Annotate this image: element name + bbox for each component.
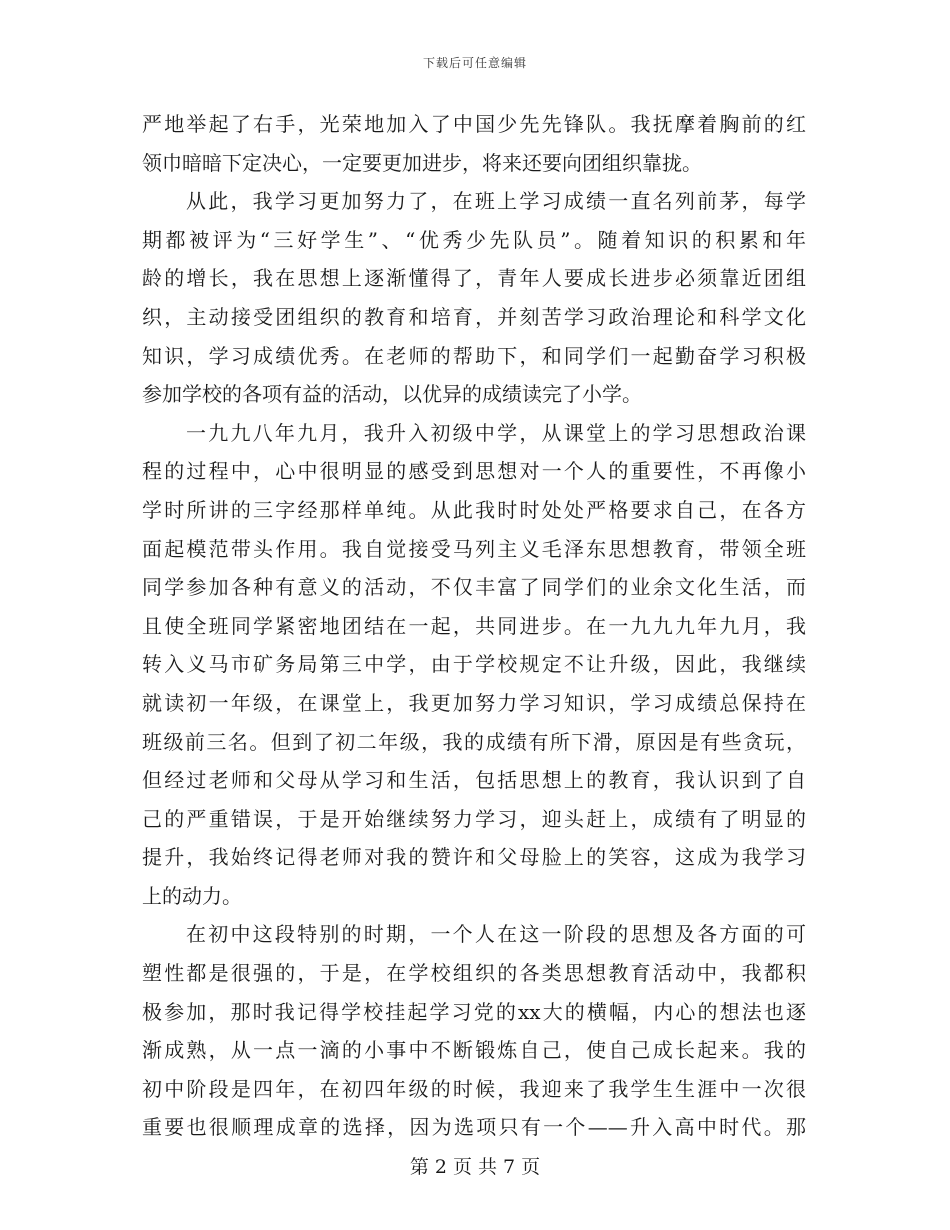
text-line: 就读初一年级，在课堂上，我更加努力学习知识，学习成绩总保持在: [142, 690, 806, 715]
text-line: 严地举起了右手，光荣地加入了中国少先先锋队。我抚摩着胸前的红: [142, 112, 806, 136]
page-number-footer: 第 2 页 共 7 页: [409, 1156, 541, 1178]
body-text: [142, 105, 806, 1147]
text-line: 领巾暗暗下定决心，一定要更加进步，将来还要向团组织靠拢。: [142, 150, 702, 175]
text-line: 但经过老师和父母从学习和生活，包括思想上的教育，我认识到了自: [142, 768, 806, 793]
text-line: 同学参加各种有意义的活动，不仅丰富了同学们的业余文化生活，而: [142, 575, 806, 600]
paragraph-first-line: 在初中这段特别的时期，一个人在这一阶段的思想及各方面的可: [186, 922, 806, 947]
header-note: 下载后可任意编辑: [422, 56, 527, 70]
paragraph-first-line: 从此，我学习更加努力了，在班上学习成绩一直名列前茅，每学: [186, 189, 806, 214]
text-line: 织，主动接受团组织的教育和培育，并刻苦学习政治理论和科学文化: [142, 304, 806, 329]
text-line: 渐成熟，从一点一滴的小事中不断锻炼自己，使自己成长起来。我的: [142, 1038, 806, 1063]
text-line: 班级前三名。但到了初二年级，我的成绩有所下滑，原因是有些贪玩，: [142, 729, 806, 754]
paragraph-first-line: 一九九八年九月，我升入初级中学，从课堂上的学习思想政治课: [186, 420, 806, 445]
text-line: 参加学校的各项有益的活动，以优异的成绩读完了小学。: [142, 382, 642, 407]
text-line: 学时所讲的三字经那样单纯。从此我时时处处严格要求自己，在各方: [142, 497, 806, 522]
text-line: 面起模范带头作用。我自觉接受马列主义毛泽东思想教育，带领全班: [142, 536, 806, 561]
text-line: 重要也很顺理成章的选择，因为选项只有一个——升入高中时代。那: [142, 1115, 806, 1140]
text-line: 期都被评为“三好学生”、“优秀少先队员”。随着知识的积累和年: [142, 227, 806, 252]
text-line: 知识，学习成绩优秀。在老师的帮助下，和同学们一起勤奋学习积极: [142, 343, 806, 368]
text-line: 转入义马市矿务局第三中学，由于学校规定不让升级，因此，我继续: [142, 652, 806, 677]
text-line: 己的严重错误，于是开始继续努力学习，迎头赶上，成绩有了明显的: [142, 806, 806, 831]
text-line: 龄的增长，我在思想上逐渐懂得了，青年人要成长进步必须靠近团组: [142, 266, 806, 291]
text-line: 上的动力。: [142, 883, 242, 908]
text-line: 塑性都是很强的，于是，在学校组织的各类思想教育活动中，我都积: [142, 961, 806, 986]
text-line: 初中阶段是四年，在初四年级的时候，我迎来了我学生生涯中一次很: [142, 1076, 806, 1101]
text-line: 提升，我始终记得老师对我的赞许和父母脸上的笑容，这成为我学习: [142, 845, 806, 870]
text-line: 极参加，那时我记得学校挂起学习党的xx大的横幅，内心的想法也逐: [142, 999, 806, 1024]
text-line: 且使全班同学紧密地团结在一起，共同进步。在一九九九年九月，我: [142, 613, 806, 638]
text-line: 程的过程中，心中很明显的感受到思想对一个人的重要性，不再像小: [142, 459, 806, 484]
